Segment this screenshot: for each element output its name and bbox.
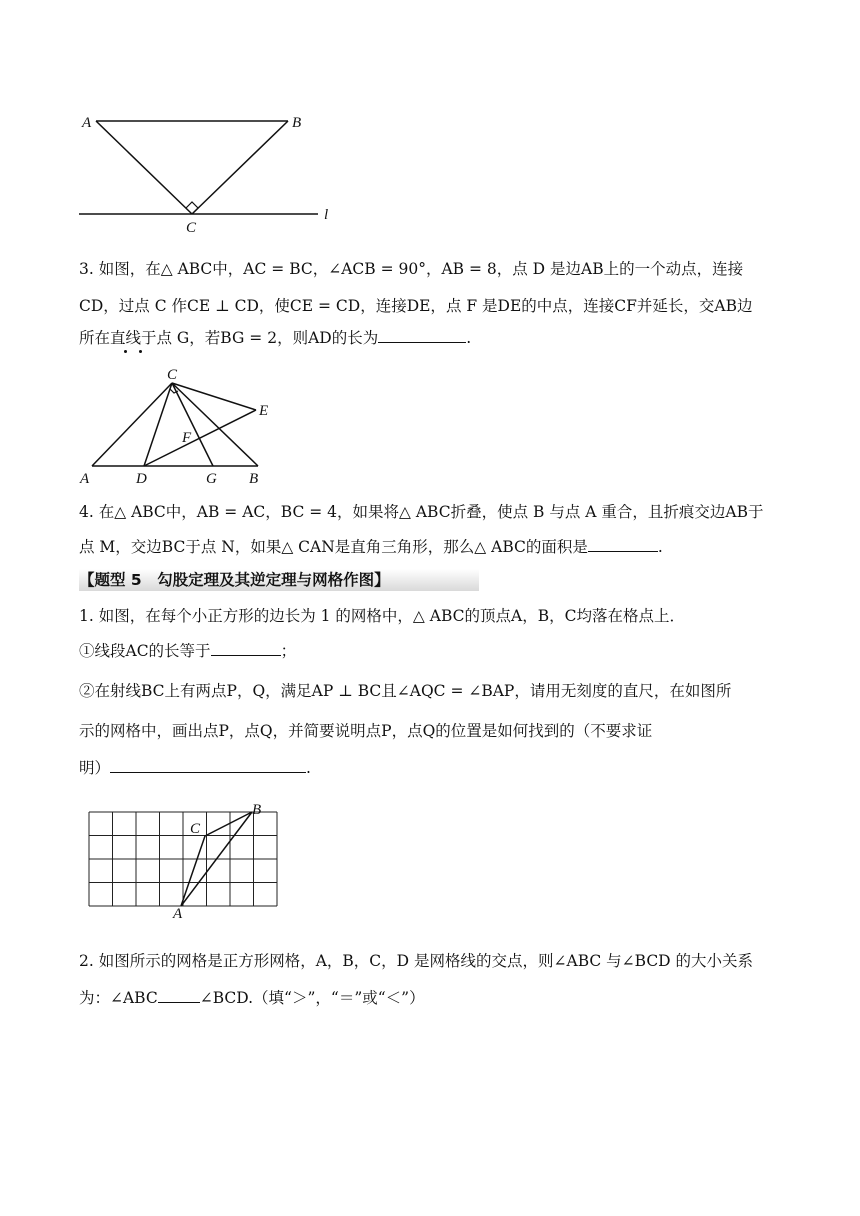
s5q2-answer-blank[interactable] bbox=[158, 986, 200, 1003]
label-f: F bbox=[182, 430, 192, 446]
label-c: C bbox=[186, 220, 197, 236]
label-g: G bbox=[206, 471, 217, 487]
label-l: l bbox=[324, 207, 329, 223]
s5q1-part2-line3-text: 明） bbox=[79, 759, 111, 777]
grid bbox=[89, 812, 277, 906]
label-b: B bbox=[252, 802, 262, 818]
section-heading: 【题型 5 勾股定理及其逆定理与网格作图】 bbox=[79, 569, 479, 591]
q4-line2-text: 点 M，交边BC于点 N，如果△ CAN是直角三角形，那么△ ABC的面积是 bbox=[79, 538, 588, 556]
q3-line1: 3. 如图，在△ ABC中，AC = BC，∠ACB = 90°，AB = 8，点 D 是边AB上的一个动点，连接 bbox=[79, 260, 744, 278]
q3-line3-text: 所在直线于点 G，若BG = 2，则AD的长为 bbox=[79, 329, 379, 347]
label-e: E bbox=[259, 403, 269, 419]
s5q1-part1-text: ①线段AC的长等于 bbox=[79, 642, 211, 660]
q4-line1: 4. 在△ ABC中，AB = AC，BC = 4，如果将△ ABC折叠，使点 B 与点 A 重合，且折痕交边AB于 bbox=[79, 503, 764, 521]
label-a: A bbox=[173, 906, 183, 922]
s5q1-line1: 1. 如图，在每个小正方形的边长为 1 的网格中，△ ABC的顶点A，B，C均落在格点上． bbox=[79, 607, 685, 625]
s5q2-line2 bbox=[79, 986, 425, 1009]
label-c: C bbox=[167, 367, 178, 383]
label-a: A bbox=[80, 471, 90, 487]
s5q1-part2-line1: ②在射线BC上有两点P，Q，满足AP ⊥ BC且∠AQC = ∠BAP，请用无刻度的直尺，在如图所 bbox=[79, 682, 732, 700]
label-b: B bbox=[249, 471, 259, 487]
s5q1-part2-line2: 示的网格中，画出点P，点Q，并简要说明点P，点Q的位置是如何找到的（不要求证 bbox=[79, 722, 653, 740]
q3-line3-end: . bbox=[466, 329, 472, 347]
q3-line2: CD，过点 C 作CE ⊥ CD，使CE = CD，连接DE，点 F 是DE的中点，连接CF并延长，交AB边 bbox=[79, 297, 753, 315]
label-c: C bbox=[190, 821, 201, 837]
q4-line2-end: . bbox=[657, 538, 663, 556]
label-a: A bbox=[82, 115, 92, 131]
s5q2-line2-mid: ∠BCD.（填“＞”，“＝”或“＜”） bbox=[199, 989, 425, 1007]
s5q2-line2-start: 为：∠ABC bbox=[79, 989, 158, 1007]
s5q1-part1-end: ； bbox=[280, 642, 297, 660]
label-b: B bbox=[292, 115, 302, 131]
label-d: D bbox=[136, 471, 147, 487]
s5q2-line1: 2. 如图所示的网格是正方形网格，A，B，C，D 是网格线的交点，则∠ABC 与∠BCD 的大小关系 bbox=[79, 952, 754, 970]
s5q1-part2-end: . bbox=[306, 759, 311, 777]
